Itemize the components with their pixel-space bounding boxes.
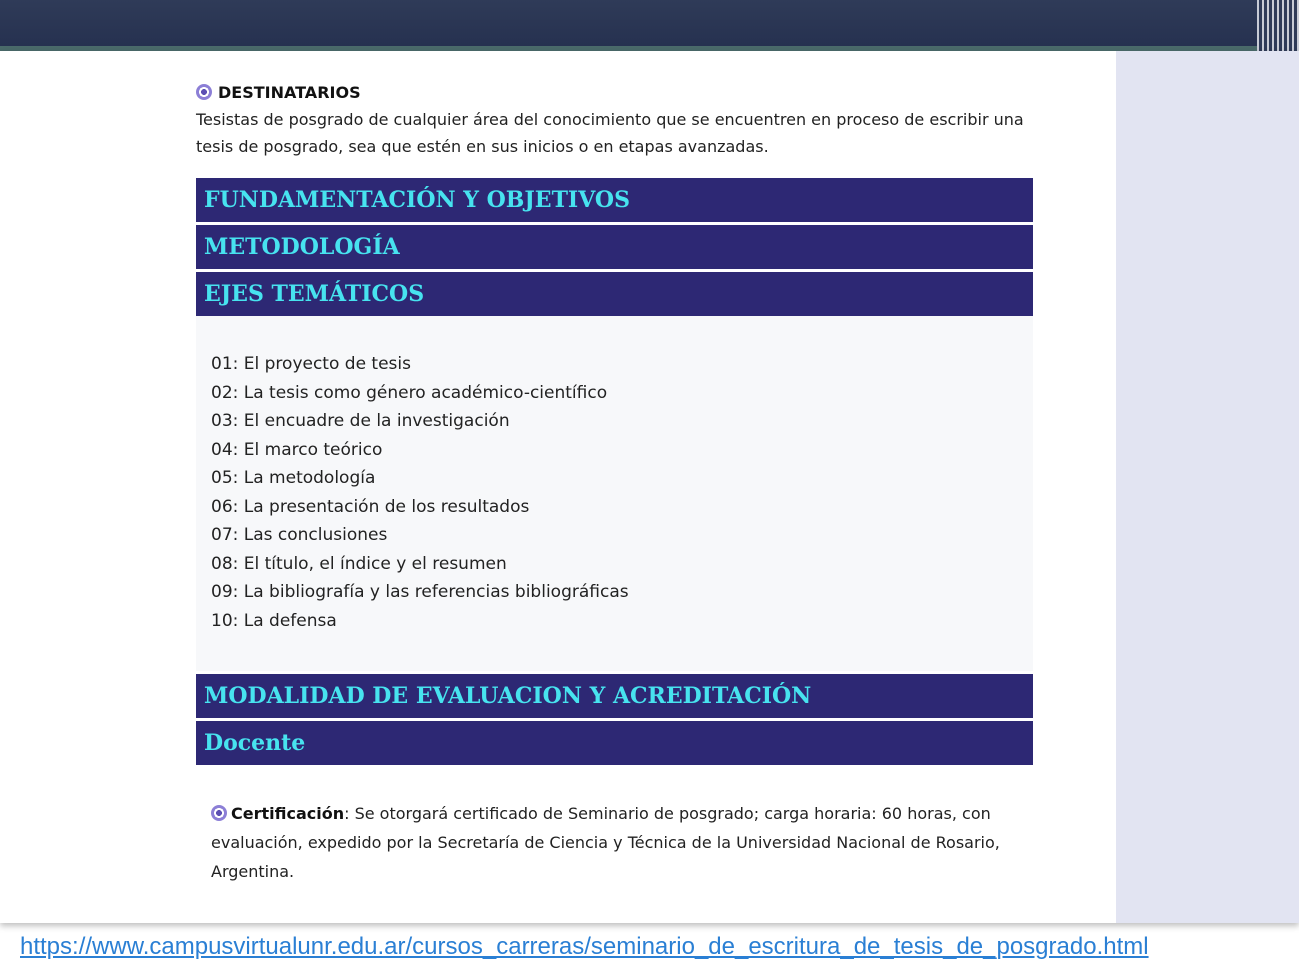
destinatarios-text: Tesistas de posgrado de cualquier área del conocimiento que se encuentren en proceso de escribir una tesis de posgrado, sea que estén en sus inicios o en etapas avanzadas. — [196, 110, 1024, 156]
list-item: 07: Las conclusiones — [211, 525, 388, 545]
source-url-link[interactable]: https://www.campusvirtualunr.edu.ar/cursos_carreras/seminario_de_escritura_de_tesis_de_posgrado.html — [20, 933, 1149, 960]
list-item: 05: La metodología — [211, 468, 376, 488]
section-fundamentacion[interactable]: FUNDAMENTACIÓN Y OBJETIVOS — [196, 178, 1033, 222]
section-modalidad[interactable]: MODALIDAD DE EVALUACION Y ACREDITACIÓN — [196, 674, 1033, 718]
certificacion-label: Certificación — [231, 804, 345, 823]
list-item: 01: El proyecto de tesis — [211, 354, 411, 374]
top-banner — [0, 0, 1299, 46]
themes-list — [196, 316, 1033, 671]
list-item: 09: La bibliografía y las referencias bibliográficas — [211, 582, 629, 602]
list-item: 06: La presentación de los resultados — [211, 496, 530, 517]
bullet-icon — [211, 805, 227, 821]
certificacion-text: : Se otorgará certificado de Seminario de posgrado; carga horaria: 60 horas, con evaluación, expedido por la Secretaría de Ciencia y Técnica de la Universidad Nacional de Rosario, Argentina. — [211, 804, 1000, 881]
list-item: 04: El marco teórico — [211, 439, 383, 460]
section-metodologia[interactable]: METODOLOGÍA — [196, 225, 1033, 269]
list-item: 03: El encuadre de la investigación — [211, 411, 510, 431]
section-docente[interactable]: Docente — [196, 721, 1033, 765]
destinatarios-title: DESTINATARIOS — [218, 82, 361, 102]
right-sidebar — [1116, 51, 1299, 923]
destinatarios-heading — [196, 78, 1033, 106]
section-ejes-tematicos[interactable]: EJES TEMÁTICOS — [196, 272, 1033, 316]
list-item: 02: La tesis como género académico-científico — [211, 382, 608, 403]
bullet-icon — [196, 84, 212, 100]
list-item: 08: El título, el índice y el resumen — [211, 553, 507, 574]
top-banner-stripes — [1257, 0, 1299, 51]
course-content — [196, 78, 1033, 886]
list-item: 10: La defensa — [211, 610, 337, 631]
certificacion-block — [196, 799, 1031, 886]
